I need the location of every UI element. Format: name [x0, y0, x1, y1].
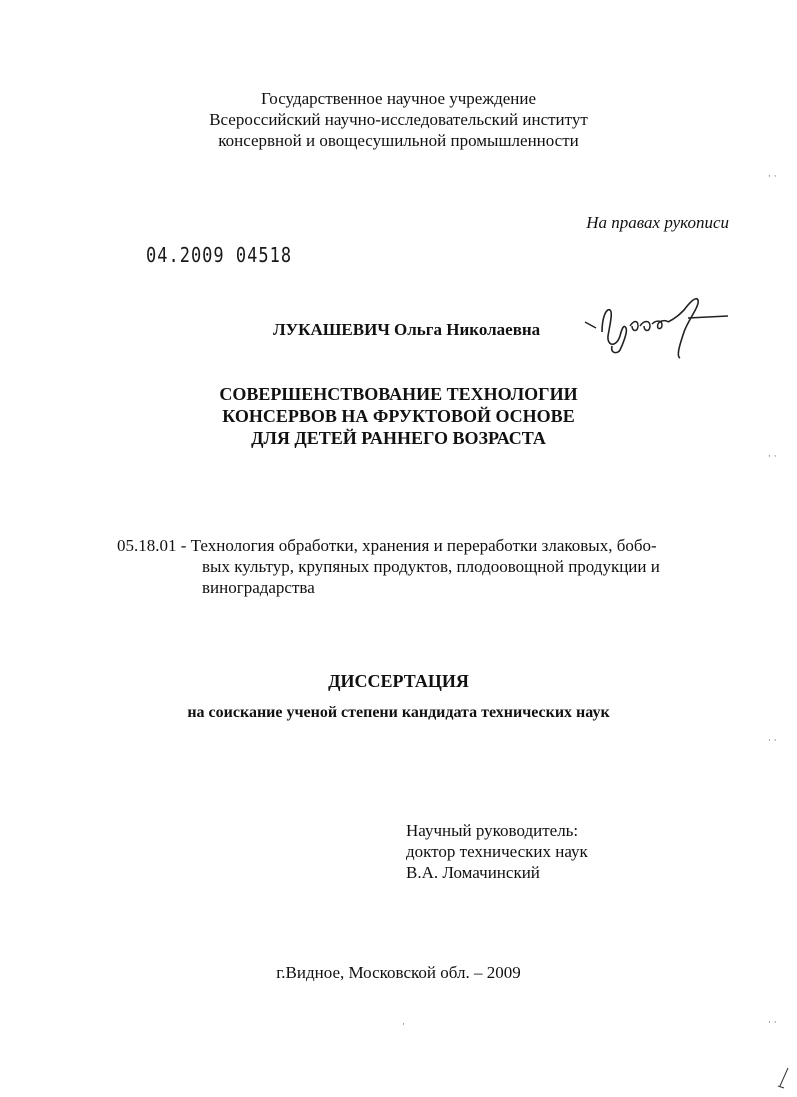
author-name: ЛУКАШЕВИЧ Ольга Николаевна [273, 320, 541, 339]
place-and-year: г.Видное, Московской обл. – 2009 [276, 963, 521, 982]
supervisor-degree: доктор технических наук [406, 842, 588, 861]
title-line-1: СОВЕРШЕНСТВОВАНИЕ ТЕХНОЛОГИИ [219, 384, 578, 404]
specialty-block [117, 535, 737, 598]
library-stamp-number: 04.2009 04518 [146, 244, 293, 268]
scan-speck: · · [768, 172, 777, 182]
scan-speck: · · [768, 452, 777, 462]
institution-header [0, 88, 797, 151]
institution-line-1: Государственное научное учреждение [260, 89, 537, 108]
supervisor-block [406, 820, 588, 883]
specialty-line-2: вых культур, крупяных продуктов, плодоовощной продукции и [202, 557, 660, 576]
scan-speck: · [402, 1020, 405, 1030]
scan-speck: · · [768, 736, 777, 746]
specialty-line-3: виноградарства [202, 578, 315, 597]
title-line-2: КОНСЕРВОВ НА ФРУКТОВОЙ ОСНОВЕ [222, 406, 575, 426]
scan-speck: · · [768, 1018, 777, 1028]
dissertation-subheading: на соискание ученой степени кандидата технических наук [187, 704, 610, 721]
dissertation-heading: ДИССЕРТАЦИЯ [328, 671, 469, 691]
institution-line-3: консервной и овощесушильной промышленности [218, 131, 579, 150]
institution-line-2: Всероссийский научно-исследовательский институт [209, 110, 588, 129]
supervisor-label: Научный руководитель: [406, 821, 579, 840]
rights-note: На правах рукописи [586, 213, 729, 232]
dissertation-title [0, 383, 797, 449]
signature-image [580, 284, 730, 364]
scan-mark [776, 1066, 790, 1090]
supervisor-name: В.А. Ломачинский [406, 863, 540, 882]
title-line-3: ДЛЯ ДЕТЕЙ РАННЕГО ВОЗРАСТА [251, 428, 546, 448]
specialty-line-1: 05.18.01 - Технология обработки, хранения и переработки злаковых, бобо- [117, 536, 657, 555]
